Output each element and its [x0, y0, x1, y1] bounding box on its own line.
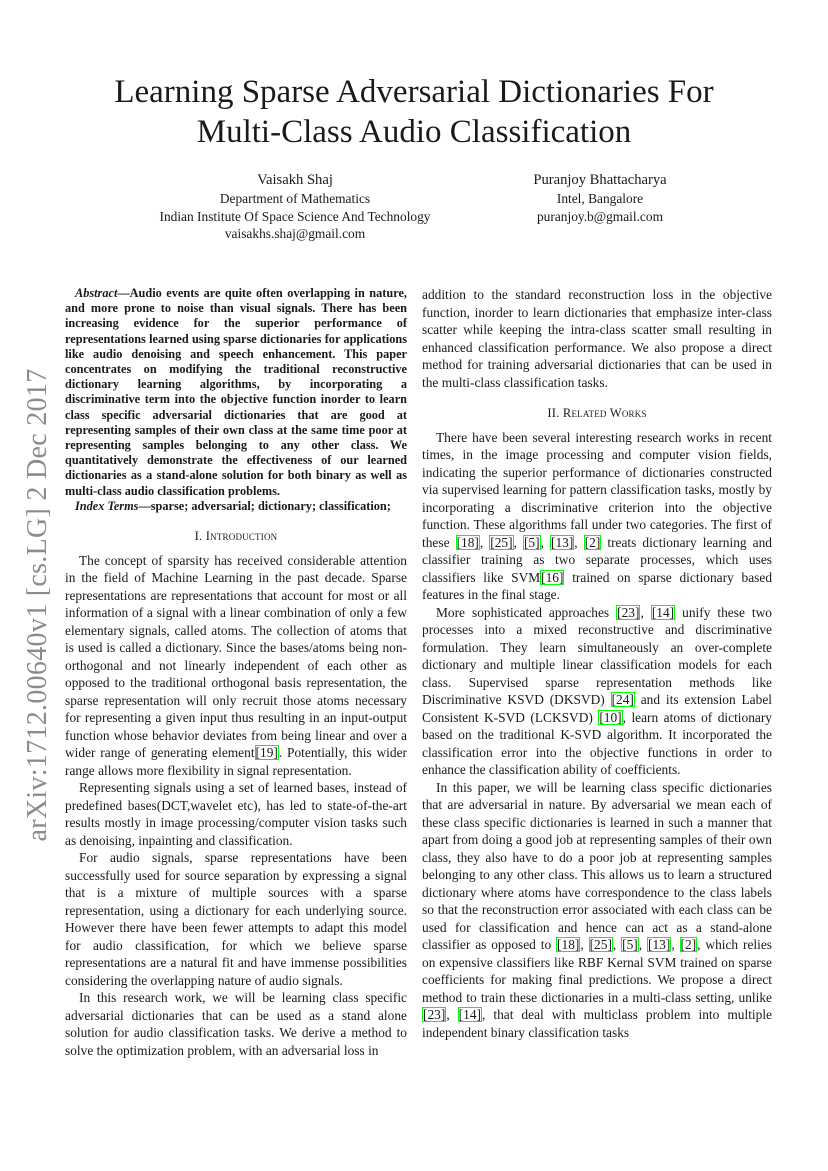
citation-link[interactable]: [18] — [557, 937, 580, 952]
paragraph: In this paper, we will be learning class specific dictionaries that are adversarial in nature. By adversarial we mean each of these class specific dictionaries is learned in such a manner that apart from doing a good job at representing samples of their own class, they also have to do a poor job at representing samples belonging to any other class. This allows us to learn a structured dictionary where atoms have correspondence to the class labels so that the reconstruction error associated with each class can be used for classification and hence can act as a stand-alone classifier as opposed to [18], [25], [5], [13], [2], which relies on expensive classifiers like RBF Kernal SVM trained on sparse coefficients for making final predictions. We propose a direct method to train these dictionaries in a multi-class setting, unlike [23], [14], that deal with multiclass problem into multiple independent binary classification tasks — [422, 779, 772, 1040]
text: There have been several interesting research works in recent times, in the image processing and computer vision fields, indicating the superior performance of dictionaries constructed via supervised learning for pattern classification tasks, mostly by incorporating a discriminative criterion into the objective function. These algorithms fall under two categories. The first of these — [422, 429, 772, 550]
paragraph: Representing signals using a set of learned bases, instead of predefined bases(DCT,wavelet etc), has led to state-of-the-art results mostly in image processing/computer vision tasks such as denoising, inpainting and classification. — [65, 780, 407, 848]
title-line-2: Multi-Class Audio Classification — [196, 114, 632, 150]
text: and its extension Label Consistent K-SVD (LCKSVD) — [422, 692, 772, 725]
index-terms-text: —sparse; adversarial; dictionary; classification; — [138, 498, 391, 513]
author-affiliation: Intel, Bangalore — [556, 191, 644, 206]
author-institution: Indian Institute Of Space Science And Technology — [159, 208, 431, 224]
author-email: puranjoy.b@gmail.com — [536, 208, 663, 224]
paragraph: There have been several interesting research works in recent times, in the image processing and computer vision fields, indicating the superior performance of dictionaries constructed via supervised learning for pattern classification tasks, mostly by incorporating a discriminative criterion into the objective function. These algorithms fall under two categories. The first of these [18], [25], [5], [13], [2] treats dictionary learning and classifier training as two separate processes, which uses classifiers like SVM[16] trained on sparse dictionary based features in the final stage. — [422, 429, 773, 602]
text: , learn atoms of dictionary based on the traditional K-SVD algorithm. It incorporated the classification error into the objective functions in order to enhance the classification ability of coefficients. — [422, 709, 772, 777]
author-block-2 — [510, 170, 690, 225]
section-number: II. — [547, 406, 563, 420]
arxiv-identifier: arXiv:1712.00640v1 [cs.LG] 2 Dec 2017 — [22, 368, 53, 842]
section-title: Related Works — [562, 406, 647, 420]
citation-link[interactable]: [14] — [651, 604, 675, 620]
section-title: Introduction — [205, 529, 278, 544]
citation-link[interactable]: [13] — [648, 937, 671, 952]
citation-link[interactable]: [14] — [458, 1007, 481, 1022]
citation-link[interactable]: [23] — [423, 1007, 446, 1022]
text: trained on sparse dictionary based features in the final stage. — [422, 569, 773, 602]
citation-link[interactable]: [13] — [550, 534, 574, 550]
text: , that deal with multiclass problem into multiple independent binary classification tasks — [422, 1007, 772, 1040]
text: unify these two processes into a mixed reconstructive and discriminative formulation. They learn simultaneously an over-complete dictionary and multiple linear classification models for each class. Supervised sparse representation methods like Discriminative KSVD (DKSVD) — [422, 604, 772, 707]
citation-link[interactable]: [2] — [680, 937, 697, 952]
section-heading-introduction — [65, 528, 407, 546]
citation-link[interactable]: [16] — [541, 569, 564, 585]
paragraph: For audio signals, sparse representations have been successfully used for source separation by expressing a signal that is a mixture of multiple sources with a sparse representation, using a dictionary for each underlying source. However there have been fewer attempts to adapt this model for audio classification, for which we believe sparse representations are a natural fit and have immense possibilities considering the overlapping nature of audio signals. — [65, 850, 407, 988]
citation-link[interactable]: [23] — [617, 604, 640, 620]
right-column — [422, 286, 772, 1041]
text: In this paper, we will be learning class specific dictionaries that are adversarial in nature. By adversarial we mean each of these class specific dictionaries is learned in such a manner that apart from doing a good job at representing samples of their own class, they also have to do a poor job at representing samples belonging to any other class. This allows us to learn a structured dictionary where atoms have correspondence to the class labels so that the reconstruction error associated with each class can be used for classification and hence can act as a stand-alone classifier as opposed to — [422, 779, 772, 952]
paragraph: More sophisticated approaches [23], [14] unify these two processes into a mixed reconstructive and discriminative formulation. They learn simultaneously an over-complete dictionary and multiple linear classification models for each class. Supervised sparse representation methods like Discriminative KSVD (DKSVD) [24] and its extension Label Consistent K-SVD (LCKSVD) [10], learn atoms of dictionary based on the traditional K-SVD algorithm. It incorporated the classification error into the objective functions in order to enhance the classification ability of coefficients. — [422, 604, 772, 777]
author-name: Vaisakh Shaj — [257, 172, 333, 188]
text: , which relies on expensive classifiers like RBF Kernal SVM trained on sparse coefficients for making final predictions. We propose a direct method to train these dictionaries in a multi-class setting, unlike — [422, 937, 772, 1005]
text: More sophisticated approaches — [436, 604, 617, 620]
citation-link[interactable]: [2] — [584, 534, 601, 550]
author-block-1 — [140, 170, 450, 243]
arxiv-side-stamp — [22, 370, 54, 840]
text: treats dictionary learning and classifier training as two separate processes, which uses classifiers like SVM — [422, 534, 772, 585]
abstract-lead: Abstract — [75, 286, 118, 300]
index-terms-lead: Index Terms — [75, 498, 139, 513]
citation-link[interactable]: [25] — [589, 937, 612, 952]
citation-link[interactable]: [10] — [599, 709, 622, 725]
paragraph: addition to the standard reconstruction loss in the objective function, inorder to learn dictionaries that emphasize inter-class scatter while keeping the intra-class scatter small resulting in enhanced classification performance. We also propose a direct method for training adversarial dictionaries that can be used in the multi-class classification tasks. — [422, 287, 772, 390]
paragraph: In this research work, we will be learning class specific adversarial dictionaries that can be used as a stand alone solution for audio classification tasks. We derive a method to solve the optimization problem, with an adversarial loss in — [65, 990, 407, 1058]
citation-link[interactable]: [24] — [611, 692, 634, 707]
citation-link[interactable]: [5] — [622, 937, 638, 952]
text: The concept of sparsity has received considerable attention in the field of Machine Learning in the past decade. Sparse representations are representations that account for most or all information of a signal with a linear combination of only a few elementary signals, called atoms. The collection of atoms that is used is called a dictionary. Since the bases/atoms being non-orthogonal and not linearly independent of each other as opposed to the traditional orthogonal basis representation, the sparse representation will only recruit those atoms necessary for representing a given input thus resulting in an input-output function whose behavior deviates from being linear and over a wider range of generating element — [65, 552, 407, 761]
paper-title — [70, 72, 758, 152]
author-affiliation: Department of Mathematics — [219, 191, 371, 206]
abstract-text: —Audio events are quite often overlapping in nature, and more prone to noise than visual signals. There has been increasing evidence for the superior performance of representations learned using sparse dictionaries for applications like audio denoising and speech enhancement. This paper concentrates on modifying the traditional reconstructive dictionary learning algorithms, by incorporating a discriminative term into the objective function inorder to learn class specific adversarial dictionaries that are good at representing samples of their own class at the same time poor at representing samples belonging to any other class. We quantitatively demonstrate the effectiveness of our learned dictionaries as a stand-alone solution for both binary as well as multi-class audio classification problems. — [65, 286, 407, 498]
title-line-1: Learning Sparse Adversarial Dictionaries For — [114, 74, 714, 110]
citation-link[interactable]: [19] — [255, 745, 278, 761]
section-heading-related-works — [422, 405, 772, 423]
author-name: Puranjoy Bhattacharya — [533, 172, 667, 188]
citation-link[interactable]: [18] — [456, 534, 479, 550]
abstract — [65, 286, 407, 499]
section-number: I. — [194, 529, 206, 544]
text: . Potentially, this wider range allows more flexibility in signal representation. — [65, 745, 407, 778]
index-terms — [65, 499, 407, 514]
citation-link[interactable]: [25] — [490, 534, 513, 550]
author-email: vaisakhs.shaj@gmail.com — [224, 226, 366, 241]
left-column — [65, 286, 407, 1059]
citation-link[interactable]: [5] — [523, 534, 540, 550]
paragraph — [65, 552, 407, 780]
